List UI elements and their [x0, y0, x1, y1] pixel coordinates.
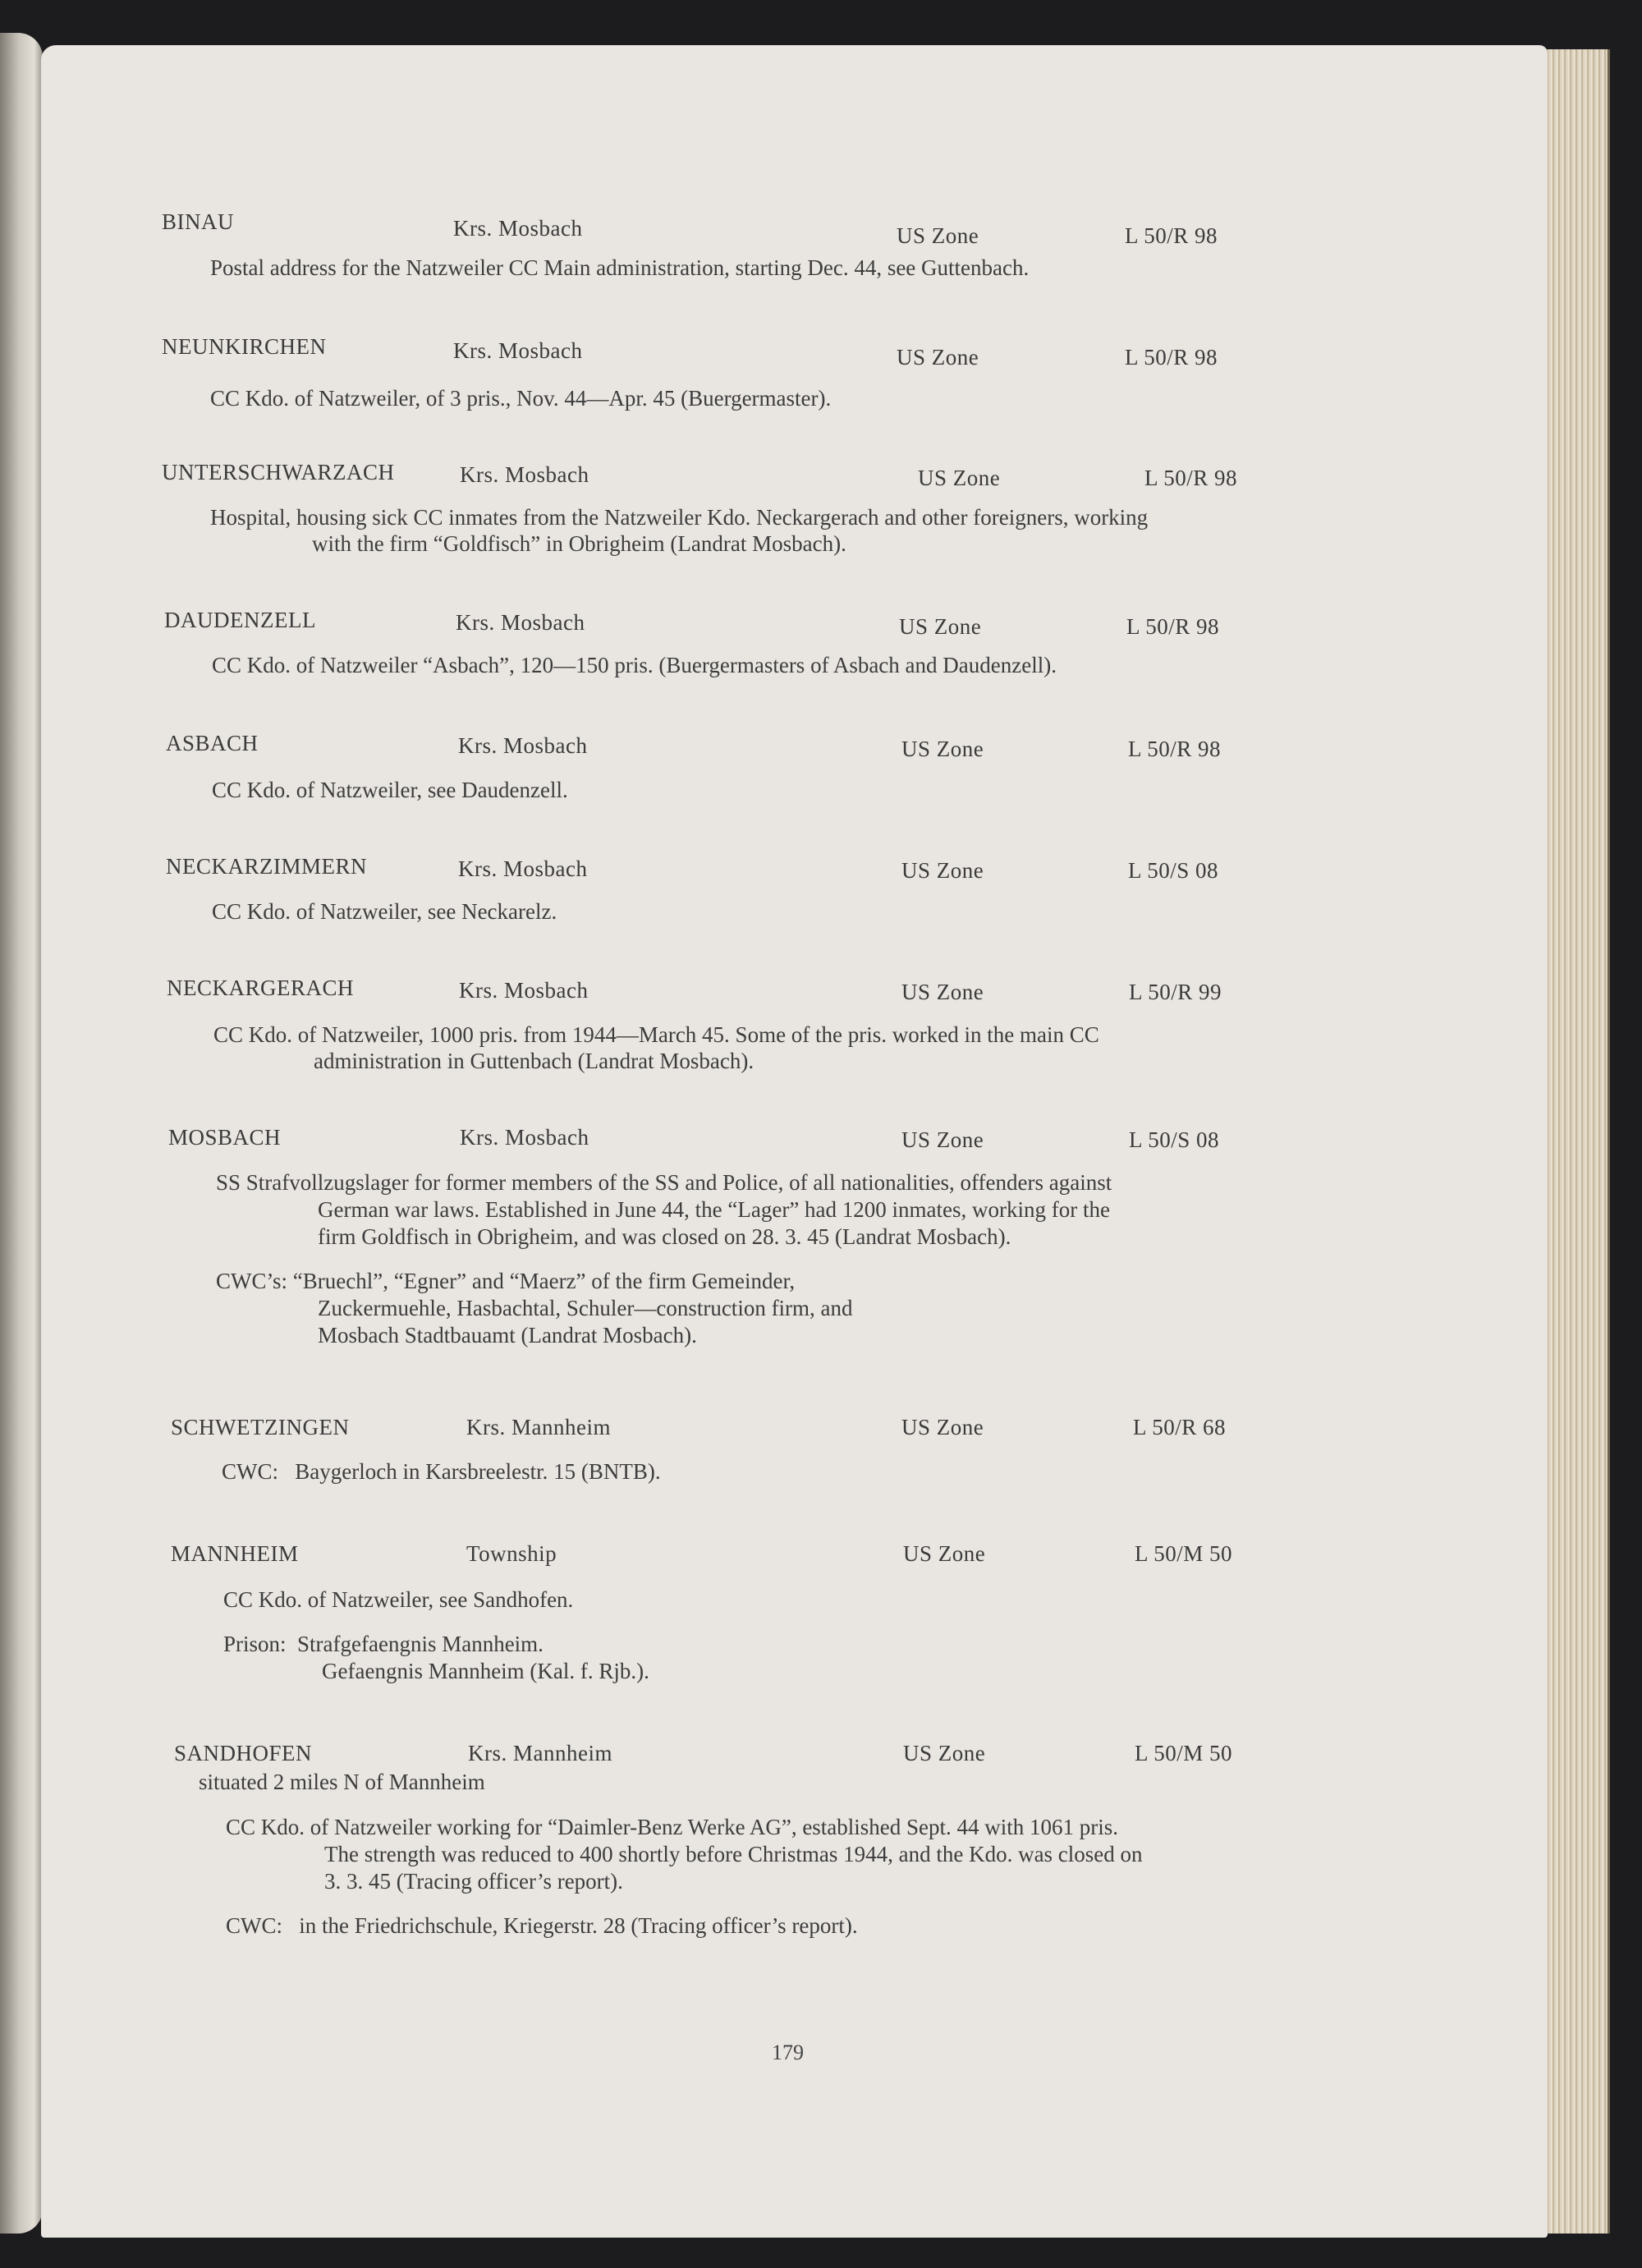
- entry-zone: US Zone: [897, 345, 979, 370]
- entry-grid: L 50/R 98: [1125, 223, 1218, 248]
- entry-grid: L 50/R 98: [1126, 614, 1220, 639]
- entry-text-line: CWC’s: “Bruechl”, “Egner” and “Maerz” of the firm Gemeinder,: [216, 1269, 796, 1293]
- entry-text-line: CC Kdo. of Natzweiler “Asbach”, 120—150 pris. (Buergermasters of Asbach and Daudenzell).: [212, 653, 1057, 677]
- entry-text-line: CC Kdo. of Natzweiler, 1000 pris. from 1944—March 45. Some of the pris. worked in the main CC: [213, 1022, 1099, 1047]
- entry-text-line: administration in Guttenbach (Landrat Mosbach).: [314, 1049, 754, 1073]
- entry-name: NECKARGERACH: [167, 976, 355, 1000]
- entry-text-line: 3. 3. 45 (Tracing officer’s report).: [324, 1869, 623, 1894]
- entry-text-line: CWC: in the Friedrichschule, Kriegerstr. 28 (Tracing officer’s report).: [226, 1913, 858, 1938]
- entry-zone: US Zone: [901, 1127, 984, 1152]
- entry-grid: L 50/S 08: [1128, 858, 1219, 883]
- entry-district: Krs. Mosbach: [453, 338, 583, 363]
- entry-district: Krs. Mosbach: [453, 216, 583, 241]
- entry-name: UNTERSCHWARZACH: [162, 460, 395, 484]
- entry-district: Krs. Mosbach: [456, 610, 585, 635]
- entry-district: Krs. Mannheim: [466, 1415, 611, 1439]
- entry-text-line: German war laws. Established in June 44, the “Lager” had 1200 inmates, working for the: [318, 1197, 1110, 1222]
- entry-text-line: situated 2 miles N of Mannheim: [199, 1770, 485, 1794]
- entry-grid: L 50/M 50: [1135, 1741, 1232, 1765]
- entry-zone: US Zone: [901, 980, 984, 1004]
- entry-text-line: with the firm “Goldfisch” in Obrigheim (Landrat Mosbach).: [312, 531, 846, 556]
- entry-text-line: Postal address for the Natzweiler CC Main administration, starting Dec. 44, see Guttenbach.: [210, 255, 1030, 280]
- entry-text-line: The strength was reduced to 400 shortly before Christmas 1944, and the Kdo. was closed on: [324, 1842, 1143, 1866]
- entry-grid: L 50/R 68: [1133, 1415, 1227, 1439]
- entry-text-line: SS Strafvollzugslager for former members of the SS and Police, of all nationalities, offenders against: [216, 1170, 1112, 1195]
- entry-district: Krs. Mosbach: [460, 462, 589, 487]
- entry-text-line: Prison: Strafgefaengnis Mannheim.: [223, 1632, 544, 1656]
- entry-district: Krs. Mosbach: [458, 733, 588, 758]
- entry-name: NEUNKIRCHEN: [162, 334, 327, 359]
- entry-grid: L 50/M 50: [1135, 1541, 1232, 1566]
- entry-text-line: Mosbach Stadtbauamt (Landrat Mosbach).: [318, 1323, 697, 1347]
- entry-zone: US Zone: [918, 466, 1001, 490]
- entry-name: ASBACH: [166, 731, 259, 755]
- entry-name: BINAU: [162, 209, 234, 234]
- entry-zone: US Zone: [899, 614, 982, 639]
- entry-text-line: CC Kdo. of Natzweiler, see Sandhofen.: [223, 1587, 574, 1612]
- entry-grid: L 50/S 08: [1129, 1127, 1220, 1152]
- entry-name: SCHWETZINGEN: [171, 1415, 350, 1439]
- entry-text-line: Hospital, housing sick CC inmates from the Natzweiler Kdo. Neckargerach and other foreigners, working: [210, 505, 1149, 530]
- entry-name: DAUDENZELL: [164, 608, 316, 632]
- entry-zone: US Zone: [903, 1541, 986, 1566]
- page-number: 179: [772, 2041, 804, 2064]
- book-page: [41, 45, 1548, 2238]
- entry-text-line: CC Kdo. of Natzweiler, see Neckarelz.: [212, 899, 557, 924]
- entry-grid: L 50/R 98: [1125, 345, 1218, 370]
- entry-text-line: CWC: Baygerloch in Karsbreelestr. 15 (BNTB).: [222, 1459, 661, 1484]
- entry-zone: US Zone: [901, 858, 984, 883]
- entry-text-line: CC Kdo. of Natzweiler, see Daudenzell.: [212, 778, 568, 802]
- left-page-edge: [0, 33, 43, 2234]
- entry-district: Krs. Mannheim: [468, 1741, 612, 1765]
- entry-text-line: Gefaengnis Mannheim (Kal. f. Rjb.).: [322, 1659, 649, 1683]
- entry-grid: L 50/R 98: [1128, 737, 1222, 761]
- entry-zone: US Zone: [897, 223, 979, 248]
- entry-name: NECKARZIMMERN: [166, 854, 368, 879]
- entry-name: MANNHEIM: [171, 1541, 299, 1566]
- entry-district: Township: [466, 1541, 557, 1566]
- entry-text-line: Zuckermuehle, Hasbachtal, Schuler—construction firm, and: [318, 1296, 853, 1320]
- entry-name: MOSBACH: [168, 1125, 282, 1150]
- entry-text-line: CC Kdo. of Natzweiler, of 3 pris., Nov. 44—Apr. 45 (Buergermaster).: [210, 386, 832, 411]
- entry-name: SANDHOFEN: [174, 1741, 313, 1765]
- page-stack-edge: [1543, 49, 1610, 2234]
- entry-grid: L 50/R 98: [1144, 466, 1238, 490]
- entry-district: Krs. Mosbach: [458, 856, 588, 881]
- entry-zone: US Zone: [901, 737, 984, 761]
- entry-text-line: CC Kdo. of Natzweiler working for “Daimler-Benz Werke AG”, established Sept. 44 with 1061 pris.: [226, 1815, 1119, 1839]
- entry-district: Krs. Mosbach: [460, 1125, 589, 1150]
- entry-zone: US Zone: [903, 1741, 986, 1765]
- entry-grid: L 50/R 99: [1129, 980, 1222, 1004]
- entry-district: Krs. Mosbach: [459, 978, 589, 1003]
- entry-zone: US Zone: [901, 1415, 984, 1439]
- entry-text-line: firm Goldfisch in Obrigheim, and was closed on 28. 3. 45 (Landrat Mosbach).: [318, 1224, 1011, 1249]
